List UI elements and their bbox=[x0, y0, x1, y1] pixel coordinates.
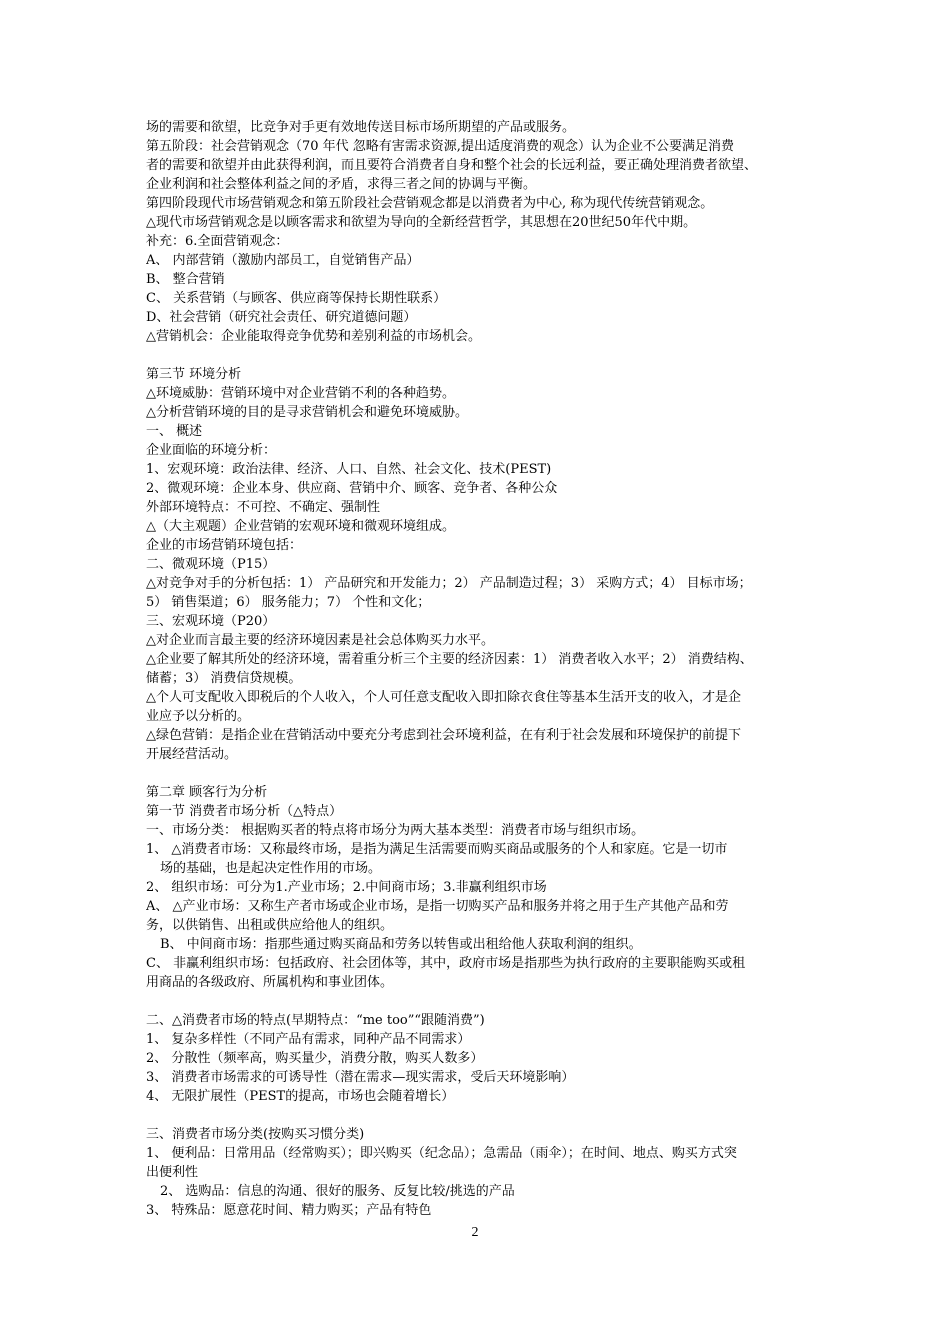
text-line: 5） 销售渠道；6） 服务能力；7） 个性和文化； bbox=[146, 595, 431, 610]
text-line: △企业要了解其所处的经济环境，需着重分析三个主要的经济因素：1） 消费者收入水平；2） 消费结构、 bbox=[146, 652, 753, 667]
text-line: 第五阶段：社会营销观念（70 年代 忽略有害需求资源,提出适度消费的观念）认为企业不公要满足消费 bbox=[146, 139, 734, 154]
text-line: 第二章 顾客行为分析 bbox=[146, 785, 268, 800]
text-line: 出便利性 bbox=[146, 1165, 199, 1180]
text-line: 2、 分散性（频率高，购买量少，消费分散，购买人数多） bbox=[146, 1051, 484, 1066]
text-line: A、 内部营销（激励内部员工，自觉销售产品） bbox=[146, 253, 420, 268]
text-line: 2、 选购品：信息的沟通、很好的服务、反复比较/挑选的产品 bbox=[160, 1184, 515, 1199]
text-line: A、 △产业市场：又称生产者市场或企业市场，是指一切购买产品和服务并将之用于生产其他产品和劳 bbox=[146, 899, 729, 914]
text-line: △营销机会：企业能取得竞争优势和差别利益的市场机会。 bbox=[146, 329, 481, 344]
text-line: 三、消费者市场分类(按购买习惯分类) bbox=[146, 1127, 365, 1142]
text-line: 务，以供销售、出租或供应给他人的组织。 bbox=[146, 918, 394, 933]
text-line: 2、 组织市场：可分为1.产业市场；2.中间商市场；3.非赢利组织市场 bbox=[146, 880, 547, 895]
text-line: △绿色营销：是指企业在营销活动中要充分考虑到社会环境利益，在有利于社会发展和环境保护的前提下 bbox=[146, 728, 741, 743]
text-line: 4、 无限扩展性（PEST的提高，市场也会随着增长） bbox=[146, 1089, 455, 1104]
text-line: 第三节 环境分析 bbox=[146, 367, 242, 382]
text-line: 一、市场分类： 根据购买者的特点将市场分为两大基本类型：消费者市场与组织市场。 bbox=[146, 823, 645, 838]
text-line: 储蓄；3） 消费信贷规模。 bbox=[146, 671, 302, 686]
text-line: 二、微观环境（P15） bbox=[146, 557, 276, 572]
text-line: B、 中间商市场：指那些通过购买商品和劳务以转售或出租给他人获取利润的组织。 bbox=[160, 937, 642, 952]
text-line: △现代市场营销观念是以顾客需求和欲望为导向的全新经营哲学，其思想在20世纪50年代中期。 bbox=[146, 215, 697, 230]
text-line: 1、 复杂多样性（不同产品有需求，同种产品不同需求） bbox=[146, 1032, 471, 1047]
text-line: 三、宏观环境（P20） bbox=[146, 614, 276, 629]
text-line: 企业的市场营销环境包括： bbox=[146, 538, 303, 553]
text-line: 补充：6.全面营销观念： bbox=[146, 234, 289, 249]
text-line: B、 整合营销 bbox=[146, 272, 225, 287]
text-line: △个人可支配收入即税后的个人收入，个人可任意支配收入即扣除衣食住等基本生活开支的收入，才是企 bbox=[146, 690, 741, 705]
text-line: 用商品的各级政府、所属机构和事业团体。 bbox=[146, 975, 394, 990]
text-line: 二、△消费者市场的特点(早期特点：“me too”“跟随消费”) bbox=[146, 1013, 485, 1028]
text-line: 1、 △消费者市场：又称最终市场，是指为满足生活需要而购买商品或服务的个人和家庭。它是一切市 bbox=[146, 842, 728, 857]
text-line: △对企业而言最主要的经济环境因素是社会总体购买力水平。 bbox=[146, 633, 494, 648]
text-line: 2、微观环境：企业本身、供应商、营销中介、顾客、竞争者、各种公众 bbox=[146, 481, 558, 496]
text-line: 3、 消费者市场需求的可诱导性（潜在需求—现实需求，受后天环境影响） bbox=[146, 1070, 575, 1085]
text-line: D、社会营销（研究社会责任、研究道德问题） bbox=[146, 310, 417, 325]
text-line: 外部环境特点：不可控、不确定、强制性 bbox=[146, 500, 381, 515]
text-line: 开展经营活动。 bbox=[146, 747, 238, 762]
text-line: 场的需要和欲望，比竞争对手更有效地传送目标市场所期望的产品或服务。 bbox=[146, 120, 576, 135]
text-line: 第四阶段现代市场营销观念和第五阶段社会营销观念都是以消费者为中心, 称为现代传统营销观念。 bbox=[146, 196, 714, 211]
text-line: △对竞争对手的分析包括：1） 产品研究和开发能力；2） 产品制造过程；3） 采购方式；4） 目标市场； bbox=[146, 576, 752, 591]
text-line: 场的基础，也是起决定性作用的市场。 bbox=[160, 861, 382, 876]
text-line: 者的需要和欲望并由此获得利润，而且要符合消费者自身和整个社会的长远利益，要正确处理消费者欲望、 bbox=[146, 158, 758, 173]
text-line: △（大主观题）企业营销的宏观环境和微观环境组成。 bbox=[146, 519, 455, 534]
text-line: 第一节 消费者市场分析（△特点） bbox=[146, 804, 343, 819]
text-line: 企业面临的环境分析： bbox=[146, 443, 277, 458]
text-line: △分析营销环境的目的是寻求营销机会和避免环境威胁。 bbox=[146, 405, 468, 420]
text-line: C、 关系营销（与顾客、供应商等保持长期性联系） bbox=[146, 291, 447, 306]
text-line: 一、 概述 bbox=[146, 424, 203, 439]
text-line: 1、 便利品：日常用品（经常购买）；即兴购买（纪念品）；急需品（雨伞）；在时间、地点、购买方式突 bbox=[146, 1146, 737, 1161]
text-line: △环境威胁：营销环境中对企业营销不利的各种趋势。 bbox=[146, 386, 455, 401]
text-line: 3、 特殊品：愿意花时间、精力购买；产品有特色 bbox=[146, 1203, 432, 1218]
text-line: 企业利润和社会整体利益之间的矛盾，求得三者之间的协调与平衡。 bbox=[146, 177, 537, 192]
text-line: 业应予以分析的。 bbox=[146, 709, 251, 724]
text-line: C、 非赢利组织市场：包括政府、社会团体等，其中，政府市场是指那些为执行政府的主要职能购买或租 bbox=[146, 956, 746, 971]
text-line: 1、宏观环境：政治法律、经济、人口、自然、社会文化、技术(PEST) bbox=[146, 462, 552, 477]
page-number: 2 bbox=[471, 1225, 479, 1240]
